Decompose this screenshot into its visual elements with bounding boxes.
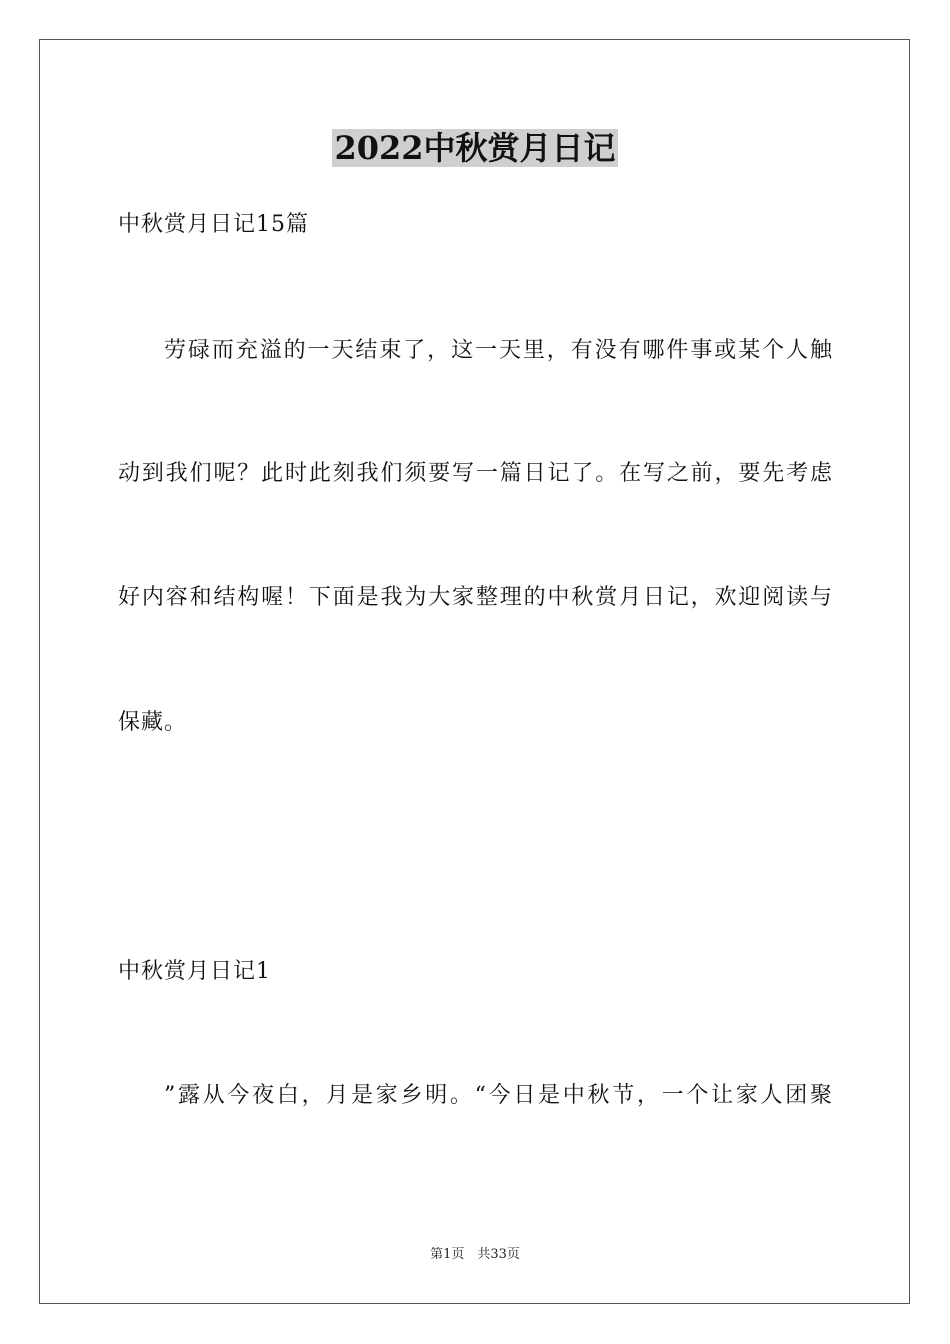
intro-paragraph-line-2: 动到我们呢？此时此刻我们须要写一篇日记了。在写之前，要先考虑	[118, 461, 832, 486]
document-subtitle: 中秋赏月日记15篇	[118, 212, 309, 237]
intro-paragraph-line-4: 保藏。	[118, 710, 188, 735]
intro-paragraph-line-3: 好内容和结构喔！下面是我为大家整理的中秋赏月日记，欢迎阅读与	[118, 585, 832, 610]
document-title	[0, 128, 950, 168]
intro-paragraph-line-1: 劳碌而充溢的一天结束了，这一天里，有没有哪件事或某个人触	[164, 338, 832, 363]
section-paragraph-line-1: ”露从今夜白，月是家乡明。“今日是中秋节，一个让家人团聚	[164, 1083, 832, 1108]
section-heading: 中秋赏月日记1	[118, 959, 271, 984]
page-footer: 第1页 共33页	[430, 1247, 520, 1262]
document-title-text: 2022中秋赏月日记	[334, 129, 616, 167]
